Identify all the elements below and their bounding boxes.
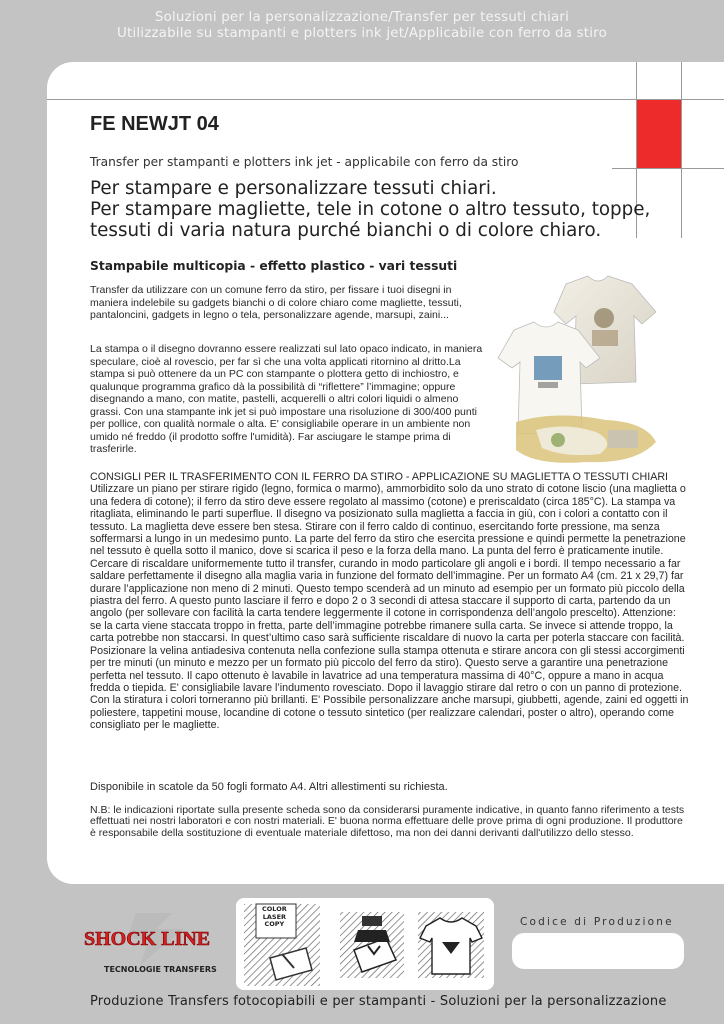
page-footer: Produzione Transfers fotocopiabili e per stampanti - Soluzioni per la personalizzazione: [90, 994, 667, 1009]
availability-text: Disponibile in scatole da 50 fogli formato A4. Altri allestimenti su richiesta.: [90, 781, 448, 793]
product-code: FE NEWJT 04: [90, 113, 219, 135]
product-lead: [90, 178, 670, 241]
header-line-2: Utilizzabile su stampanti e plotters ink jet/Applicabile con ferro da stiro: [117, 26, 607, 41]
header-line-1: Soluzioni per la personalizzazione/Transfer per tessuti chiari: [154, 10, 570, 25]
tshirts-photo: [496, 272, 660, 472]
logo-tagline: TECNOLOGIE TRANSFERS: [104, 965, 217, 974]
page-header: [0, 10, 724, 42]
copy-label-line: LASER: [262, 912, 287, 921]
lead-line: Per stampare magliette, tele in cotone o altro tessuto, toppe,: [90, 199, 651, 220]
svg-text:SHOCK LINE: SHOCK LINE: [84, 928, 211, 950]
grid-line: [612, 168, 724, 169]
product-subtitle: Transfer per stampanti e plotters ink jet - applicabile con ferro da stiro: [90, 155, 519, 169]
section-heading: Stampabile multicopia - effetto plastico - vari tessuti: [90, 259, 458, 273]
printing-paragraph: La stampa o il disegno dovranno essere realizzati sul lato opaco indicato, in maniera speculare, cioè al rovescio, per far sì che una volta applicati ritornino al dritto.La stampa si può ottenere da un PC con stampante o plottera getto di inchiostro, e qualunque programma grafico dà la possibilità di “riflettere” l’immagine; oppure disegnando a mano, con matite, pastelli, acquerelli o altri colori liquidi o almeno grassi. Con una stampante ink jet si può impostare una risoluzione di 300/400 punti per pollice, con qualità normale o alta. E' consigliabile operare in un ambiente non umido né freddo (il prodotto soffre l'umidità). Far asciugare le stampe prima di trasferirle.: [90, 343, 483, 455]
grid-line: [47, 99, 724, 100]
copy-label-line: COPY: [264, 920, 285, 928]
disclaimer-note: N.B: le indicazioni riportate sulla presente scheda sono da considerarsi puramente indicative, in quanto fanno riferimento a tests effettuati nei nostri laboratori e con nostri materiali. E' buona norma effettuare delle prove prima di ogni produzione. Il produttore è responsabile della sostituzione di eventuale materiale difettoso, ma non dei danni derivanti dall'utilizzo dello stesso.: [90, 804, 685, 839]
lead-line: Per stampare e personalizzare tessuti chiari.: [90, 178, 497, 199]
grid-line: [681, 62, 682, 238]
production-code-field: [512, 933, 684, 969]
process-icons: [236, 898, 494, 990]
ironing-paragraph: CONSIGLI PER IL TRASFERIMENTO CON IL FERRO DA STIRO - APPLICAZIONE SU MAGLIETTA O TESSUTI CHIARI Utilizzare un piano per stirare rigido (legno, formica o marmo), ammorbidito solo da uno strato di cotone liscio (una maglietta o una federa di cotone); il ferro da stiro deve essere regolato al massimo (cotone) e preriscaldato (circa 185°C). La stampa va ritagliata, eliminando le parti superflue. Il disegno va posizionato sulla maglietta a faccia in giù, con i colori a contatto con il tessuto. La maglietta deve essere ben stesa. Stirare con il ferro caldo di continuo, esercitando forte pressione, ma senza soffermarsi a lungo in un medesimo punto. La parte del ferro da stiro che esercita pressione e quindi permette la penetrazione nel tessuto è quella sotto il manico, dove si scarica il peso e la forza della mano. La punta del ferro è praticamente inutile. Cercare di riscaldare uniformemente tutto il transfer, curando in modo particolare gli angoli e i bordi. Il tempo necessario a far saldare perfettamente il disegno alla maglia varia in funzione del formato dell’immagine. Per un formato A4 (cm. 21 x 29,7) far durare l’applicazione non meno di 2 minuti. Questo tempo scenderà ad un minuto ad esempio per un formato più piccolo della piastra del ferro. A questo punto lasciare il ferro e dopo 2 o 3 secondi di attesa staccare il supporto di carta, partendo da un angolo (per sollevare con facilità la carta tendere leggermente il cotone in corrispondenza dell’angolo prescelto). Attenzione: se la carta viene staccata troppo in fretta, parte dell’immagine potrebbe rimanere sulla carta. Se invece si attende troppo, la carta potrebbe non staccarsi. In quest’ultimo caso sarà sufficiente riscaldare di nuovo la carta per poterla staccare con facilità. Posizionare la velina antiadesiva contenuta nella confezione sulla stampa ottenuta e stirare ancora con gli stessi accorgimenti per tre minuti (un minuto e mezzo per un formato più piccolo del ferro da stiro). Questo serve a garantire una penetrazione perfetta nel tessuto. Il capo ottenuto è lavabile in lavatrice ad una temperatura massima di 40°C, oppure a mano in acqua fredda o tiepida. E' consigliabile lavare l’indumento rovesciato. Dopo il lavaggio stirare dal retro o con un panno di protezione. Con la stiratura i colori torneranno più brillanti. E' Possibile personalizzare anche marsupi, giubbetti, agende, zaini ed oggetti in poliestere, tappetini mouse, locandine di cotone o tessuto sintetico (per realizzare calendari, poster o altro), operando come consigliato per le magliette.: [90, 471, 689, 732]
copy-label-line: COLOR: [262, 905, 287, 913]
production-code-label: Codice di Produzione: [520, 916, 674, 928]
intro-paragraph: Transfer da utilizzare con un comune ferro da stiro, per fissare i tuoi disegni in maniera indelebile su gadgets bianchi o di colore chiaro come magliette, tessuti, pantaloncini, gadgets in legno o tela, personalizzare agende, marsupi, zaini...: [90, 284, 462, 321]
color-laser-copy-icon: [262, 906, 287, 929]
red-accent-square: [637, 100, 681, 168]
lead-line: tessuti di varia natura purché bianchi o di colore chiaro.: [90, 220, 602, 241]
